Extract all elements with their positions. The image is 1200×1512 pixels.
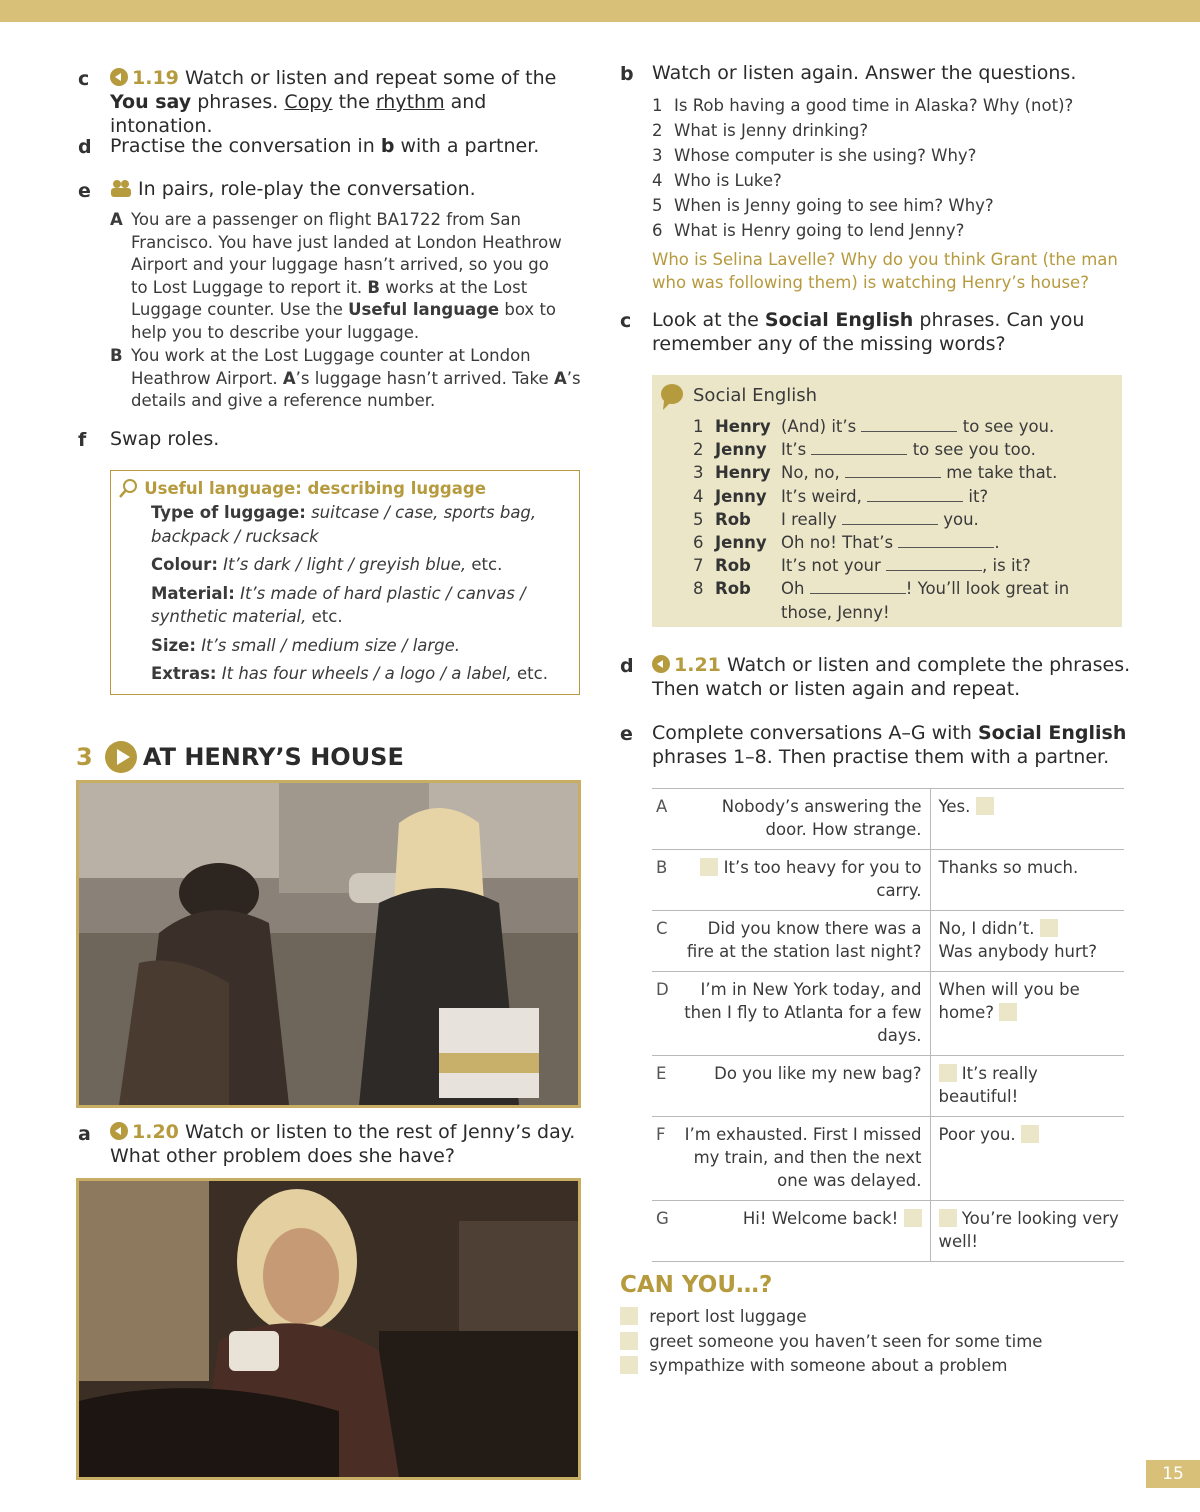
checkbox[interactable] bbox=[620, 1307, 638, 1325]
exercise-c-instruction: 1.19 Watch or listen and repeat some of the You say phrases. Copy the rhythm and intonation. bbox=[110, 67, 557, 137]
exercise-e-instruction: In pairs, role-play the conversation. bbox=[110, 177, 590, 201]
audio-track-number[interactable]: 1.21 bbox=[674, 654, 721, 676]
list-item: 1 Henry (And) it’s to see you. bbox=[693, 417, 1055, 436]
table-row: E Do you like my new bag? It’s really beautiful! bbox=[652, 1056, 1124, 1117]
answer-box[interactable] bbox=[1040, 919, 1058, 937]
section-heading: 3 AT HENRY’S HOUSE bbox=[76, 740, 404, 774]
list-item: 5 Rob I really you. bbox=[693, 509, 979, 529]
jenny-drinking-photo-illustration bbox=[79, 1181, 578, 1477]
audio-track-number[interactable]: 1.20 bbox=[132, 1121, 179, 1143]
checkbox[interactable] bbox=[620, 1356, 638, 1374]
exercise-letter: c bbox=[620, 310, 632, 332]
table-row: D I’m in New York today, and then I fly to Atlanta for a few days. When will you be home? bbox=[652, 972, 1124, 1056]
audio-icon[interactable] bbox=[110, 68, 128, 86]
social-english-phrases: 1 Henry (And) it’s to see you. 2 Jenny It’s to see you too. 3 Henry No, no, me take that. 4 Jenny It’s weird, it? 5 Rob I really you. 6 Jenny Oh no! That’s . 7 Rob It’s not your , is it? 8 Rob Oh ! You’ll look great in those, Jenny! bbox=[693, 415, 1118, 624]
audio-icon[interactable] bbox=[110, 1122, 128, 1140]
magnifier-icon bbox=[119, 478, 139, 498]
checkbox[interactable] bbox=[620, 1332, 638, 1350]
list-item: report lost luggage bbox=[620, 1305, 1120, 1330]
video-play-icon[interactable] bbox=[104, 740, 138, 774]
can-you-checklist bbox=[620, 1305, 1120, 1379]
list-item: greet someone you haven’t seen for some time bbox=[620, 1330, 1120, 1355]
answer-blank[interactable] bbox=[861, 418, 957, 432]
answer-blank[interactable] bbox=[811, 441, 907, 455]
list-item: 8 Rob Oh ! You’ll look great in bbox=[693, 579, 1070, 599]
page-number: 15 bbox=[1146, 1460, 1200, 1488]
exercise-letter: e bbox=[620, 723, 633, 745]
exercise-letter: d bbox=[620, 655, 634, 677]
video-still-photo bbox=[76, 1178, 581, 1480]
list-item: 4 Who is Luke? bbox=[652, 171, 782, 190]
exercise-b-instruction: Watch or listen again. Answer the questions. bbox=[652, 62, 1077, 84]
can-you-heading: CAN YOU…? bbox=[620, 1272, 773, 1298]
answer-box[interactable] bbox=[904, 1209, 922, 1227]
pair-icon bbox=[110, 179, 132, 197]
answer-box[interactable] bbox=[939, 1209, 957, 1227]
table-row: A Nobody’s answering the door. How strange. Yes. bbox=[652, 789, 1124, 850]
list-item: 4 Jenny It’s weird, it? bbox=[693, 486, 989, 506]
exercise-letter: a bbox=[78, 1123, 91, 1145]
speech-bubble-icon bbox=[660, 383, 684, 411]
table-row: C Did you know there was a fire at the station last night? No, I didn’t. Was anybody hurt? bbox=[652, 911, 1124, 972]
table-row: B It’s too heavy for you to carry. Thanks so much. bbox=[652, 850, 1124, 911]
list-item: 2 Jenny It’s to see you too. bbox=[693, 440, 1036, 460]
henry-jenny-photo-illustration bbox=[79, 783, 578, 1105]
exercise-letter: d bbox=[78, 136, 92, 158]
exercise-f-instruction: Swap roles. bbox=[110, 428, 220, 450]
answer-blank[interactable] bbox=[867, 488, 963, 502]
exercise-e-right-instruction: Complete conversations A–G with Social English phrases 1–8. Then practise them with a partner. bbox=[652, 722, 1127, 768]
role-card-a: A You are a passenger on flight BA1722 from San Francisco. You have just landed at London Heathrow Airport and your luggage hasn’t arrived, so you go to Lost Luggage to report it. B works at the Lost Luggage counter. Use the Useful language box to help you to describe your luggage. bbox=[110, 210, 562, 342]
exercise-letter: b bbox=[620, 63, 634, 85]
list-item: 7 Rob It’s not your , is it? bbox=[693, 556, 1031, 576]
list-item: 6 What is Henry going to lend Jenny? bbox=[652, 221, 965, 240]
list-item: sympathize with someone about a problem bbox=[620, 1354, 1120, 1379]
useful-language-box: Useful language: describing luggage Type of luggage: suitcase / case, sports bag, backpack / rucksack Colour: It’s dark / light / greyish blue, etc. Material: It’s made of hard plastic / canvas / synthetic material, etc. Size: It’s small / medium size / large. Extras: It has four wheels / a logo / a label, etc. bbox=[110, 470, 580, 695]
answer-box[interactable] bbox=[999, 1003, 1017, 1021]
exercise-d-right-instruction: 1.21 Watch or listen and complete the phrases. Then watch or listen again and repeat. bbox=[652, 654, 1131, 700]
answer-box[interactable] bbox=[1021, 1125, 1039, 1143]
answer-blank[interactable] bbox=[845, 464, 941, 478]
exercise-a-instruction: 1.20 Watch or listen to the rest of Jenny’s day. What other problem does she have? bbox=[110, 1121, 576, 1167]
answer-box[interactable] bbox=[939, 1064, 957, 1082]
answer-blank[interactable] bbox=[842, 511, 938, 525]
audio-track-number[interactable]: 1.19 bbox=[132, 67, 179, 89]
video-still-photo bbox=[76, 780, 581, 1108]
answer-box[interactable] bbox=[976, 797, 994, 815]
list-item: 5 When is Jenny going to see him? Why? bbox=[652, 196, 994, 215]
exercise-letter: f bbox=[78, 429, 87, 451]
conversations-table bbox=[652, 788, 1124, 1262]
list-item: 1 Is Rob having a good time in Alaska? Why (not)? bbox=[652, 96, 1074, 115]
answer-blank[interactable] bbox=[886, 557, 982, 571]
audio-icon[interactable] bbox=[652, 655, 670, 673]
answer-box[interactable] bbox=[700, 858, 718, 876]
answer-blank[interactable] bbox=[810, 580, 906, 594]
exercise-c-right-instruction: Look at the Social English phrases. Can you remember any of the missing words? bbox=[652, 309, 1085, 355]
exercise-letter: c bbox=[78, 68, 90, 90]
exercise-letter: e bbox=[78, 180, 91, 202]
list-item: 3 Henry No, no, me take that. bbox=[693, 463, 1058, 483]
list-item: 3 Whose computer is she using? Why? bbox=[652, 146, 977, 165]
useful-language-title: Useful language: describing luggage bbox=[144, 479, 486, 498]
answer-blank[interactable] bbox=[898, 534, 994, 548]
list-item: 6 Jenny Oh no! That’s . bbox=[693, 533, 1000, 553]
extra-question: Who is Selina Lavelle? Why do you think Grant (the man who was following them) is watching Henry’s house? bbox=[652, 250, 1118, 292]
question-list bbox=[652, 93, 1132, 243]
list-item: 2 What is Jenny drinking? bbox=[652, 121, 869, 140]
social-english-title: Social English bbox=[693, 385, 818, 406]
table-row: F I’m exhausted. First I missed my train, and then the next one was delayed. Poor you. bbox=[652, 1117, 1124, 1201]
table-row: G Hi! Welcome back! You’re looking very well! bbox=[652, 1201, 1124, 1262]
top-color-band bbox=[0, 0, 1200, 22]
role-card-b: B You work at the Lost Luggage counter at London Heathrow Airport. A’s luggage hasn’t arrived. Take A’s details and give a reference number. bbox=[110, 346, 581, 410]
exercise-d-instruction: Practise the conversation in b with a partner. bbox=[110, 135, 540, 157]
